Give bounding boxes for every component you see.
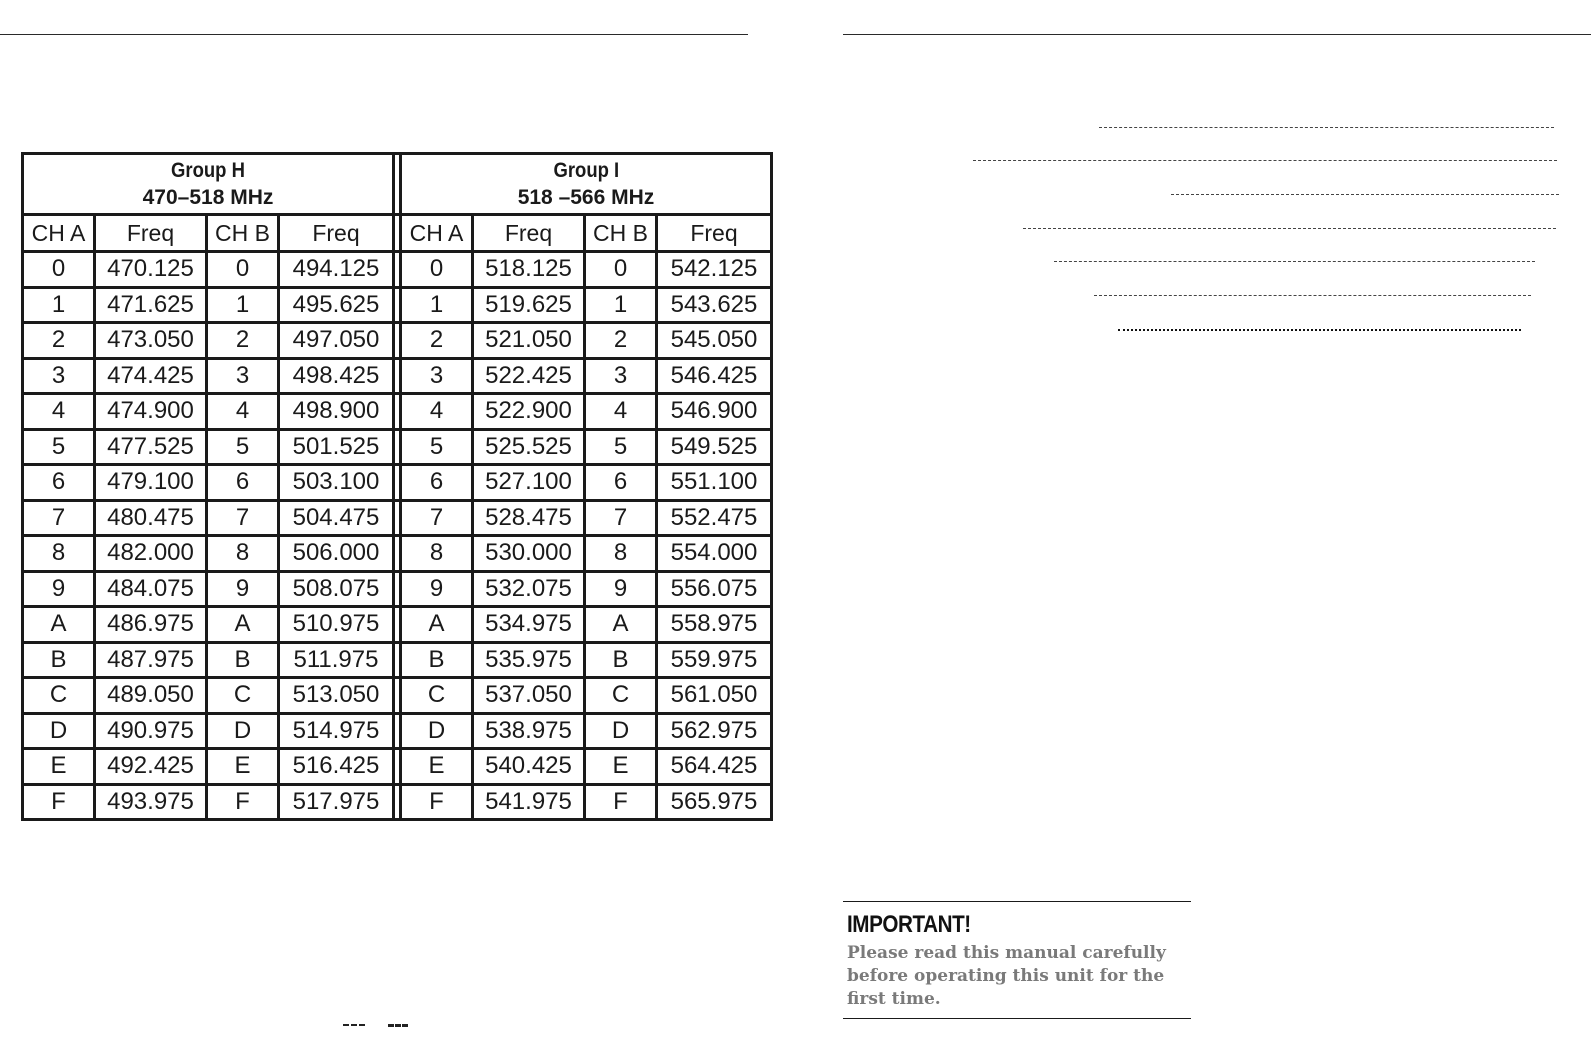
group-divider [394,287,401,323]
column-header: CH B [207,215,279,252]
group-divider [394,154,401,215]
group-divider [394,500,401,536]
group-divider [394,607,401,643]
channel-cell: E [23,749,95,785]
frequency-cell: 474.425 [95,358,207,394]
frequency-cell: 471.625 [95,287,207,323]
group-header-row [23,154,772,215]
channel-cell: E [207,749,279,785]
frequency-cell: 552.475 [657,500,772,536]
group-h-name: Group H [171,159,245,182]
group-h-range: 470–518 MHz [142,186,274,209]
frequency-cell: 482.000 [95,536,207,572]
frequency-cell: 532.075 [473,571,585,607]
channel-cell: A [23,607,95,643]
column-header: Freq [279,215,394,252]
channel-cell: B [207,642,279,678]
channel-cell: C [23,678,95,714]
table-row [23,607,772,643]
channel-cell: A [401,607,473,643]
channel-cell: 9 [23,571,95,607]
channel-cell: C [207,678,279,714]
footer-mark [343,1024,365,1026]
frequency-cell: 484.075 [95,571,207,607]
frequency-cell: 558.975 [657,607,772,643]
frequency-cell: 541.975 [473,784,585,820]
group-divider [394,784,401,820]
leader-line [1054,261,1535,262]
frequency-cell: 501.525 [279,429,394,465]
frequency-cell: 498.900 [279,394,394,430]
channel-cell: E [585,749,657,785]
frequency-cell: 518.125 [473,252,585,288]
group-divider [394,252,401,288]
group-divider [394,394,401,430]
table-row [23,429,772,465]
frequency-cell: 508.075 [279,571,394,607]
frequency-cell: 495.625 [279,287,394,323]
top-right-rule [843,34,1591,35]
channel-cell: 9 [401,571,473,607]
frequency-cell: 565.975 [657,784,772,820]
group-divider [394,215,401,252]
frequency-cell: 554.000 [657,536,772,572]
table-row [23,678,772,714]
column-header: Freq [657,215,772,252]
table-row [23,713,772,749]
important-top-rule [843,901,1191,902]
frequency-cell: 564.425 [657,749,772,785]
table-row [23,323,772,359]
leader-line [1094,295,1531,296]
frequency-cell: 498.425 [279,358,394,394]
channel-cell: C [401,678,473,714]
channel-cell: 6 [207,465,279,501]
channel-cell: D [23,713,95,749]
frequency-cell: 551.100 [657,465,772,501]
frequency-cell: 528.475 [473,500,585,536]
channel-cell: 4 [23,394,95,430]
frequency-cell: 530.000 [473,536,585,572]
column-header: CH A [23,215,95,252]
channel-cell: 3 [207,358,279,394]
channel-cell: 5 [23,429,95,465]
frequency-cell: 506.000 [279,536,394,572]
group-i-name: Group I [553,159,619,182]
frequency-cell: 521.050 [473,323,585,359]
group-divider [394,323,401,359]
table-row [23,500,772,536]
frequency-cell: 470.125 [95,252,207,288]
top-left-rule [0,34,748,35]
channel-cell: 8 [23,536,95,572]
frequency-cell: 538.975 [473,713,585,749]
frequency-cell: 556.075 [657,571,772,607]
group-divider [394,642,401,678]
channel-cell: 2 [401,323,473,359]
channel-cell: F [23,784,95,820]
channel-cell: 0 [401,252,473,288]
frequency-table [21,152,773,821]
table-row [23,784,772,820]
frequency-cell: 479.100 [95,465,207,501]
channel-cell: 7 [23,500,95,536]
frequency-table-body [23,252,772,820]
channel-cell: F [585,784,657,820]
frequency-cell: 519.625 [473,287,585,323]
frequency-cell: 494.125 [279,252,394,288]
channel-cell: 7 [207,500,279,536]
frequency-cell: 511.975 [279,642,394,678]
frequency-cell: 545.050 [657,323,772,359]
group-divider [394,713,401,749]
frequency-cell: 504.475 [279,500,394,536]
group-i-range: 518 –566 MHz [517,186,655,209]
channel-cell: 1 [585,287,657,323]
frequency-cell: 510.975 [279,607,394,643]
frequency-cell: 546.900 [657,394,772,430]
frequency-cell: 516.425 [279,749,394,785]
channel-cell: D [207,713,279,749]
leader-line [1099,127,1554,128]
table-row [23,358,772,394]
frequency-cell: 522.900 [473,394,585,430]
table-row [23,465,772,501]
channel-cell: 8 [207,536,279,572]
channel-cell: D [585,713,657,749]
frequency-cell: 559.975 [657,642,772,678]
channel-cell: 7 [401,500,473,536]
channel-cell: 1 [401,287,473,323]
frequency-cell: 513.050 [279,678,394,714]
frequency-cell: 486.975 [95,607,207,643]
frequency-cell: 540.425 [473,749,585,785]
channel-cell: A [585,607,657,643]
column-header: CH B [585,215,657,252]
frequency-cell: 492.425 [95,749,207,785]
frequency-cell: 480.475 [95,500,207,536]
group-divider [394,749,401,785]
table-row [23,252,772,288]
channel-cell: 2 [207,323,279,359]
channel-cell: 1 [207,287,279,323]
column-header: CH A [401,215,473,252]
channel-cell: D [401,713,473,749]
channel-cell: E [401,749,473,785]
channel-cell: 5 [401,429,473,465]
leader-line [1171,194,1559,195]
channel-cell: 3 [23,358,95,394]
leader-line [973,160,1557,161]
channel-cell: 3 [401,358,473,394]
frequency-cell: 562.975 [657,713,772,749]
channel-cell: 3 [585,358,657,394]
channel-cell: 4 [401,394,473,430]
column-header-row [23,215,772,252]
channel-cell: B [23,642,95,678]
group-divider [394,465,401,501]
frequency-cell: 543.625 [657,287,772,323]
leader-line [1118,329,1521,331]
channel-cell: 5 [207,429,279,465]
group-i-header [401,154,772,215]
frequency-cell: 474.900 [95,394,207,430]
table-row [23,749,772,785]
channel-cell: 2 [585,323,657,359]
frequency-cell: 477.525 [95,429,207,465]
channel-cell: F [401,784,473,820]
frequency-cell: 525.525 [473,429,585,465]
frequency-cell: 561.050 [657,678,772,714]
frequency-cell: 534.975 [473,607,585,643]
important-body: Please read this manual carefully before operating this unit for the first time. [847,943,1166,1009]
channel-cell: 1 [23,287,95,323]
table-row [23,571,772,607]
channel-cell: 0 [585,252,657,288]
table-row [23,287,772,323]
frequency-cell: 542.125 [657,252,772,288]
frequency-cell: 487.975 [95,642,207,678]
group-divider [394,429,401,465]
frequency-cell: 517.975 [279,784,394,820]
frequency-cell: 535.975 [473,642,585,678]
table-row [23,536,772,572]
channel-cell: A [207,607,279,643]
channel-cell: 9 [207,571,279,607]
frequency-cell: 493.975 [95,784,207,820]
frequency-cell: 537.050 [473,678,585,714]
column-header: Freq [473,215,585,252]
group-h-header [23,154,394,215]
frequency-cell: 549.525 [657,429,772,465]
footer-mark [388,1024,408,1027]
channel-cell: 0 [207,252,279,288]
frequency-cell: 489.050 [95,678,207,714]
important-title: IMPORTANT! [847,911,971,938]
frequency-cell: 497.050 [279,323,394,359]
channel-cell: 9 [585,571,657,607]
channel-cell: 4 [207,394,279,430]
leader-line [1023,228,1556,229]
frequency-cell: 527.100 [473,465,585,501]
group-divider [394,571,401,607]
frequency-cell: 546.425 [657,358,772,394]
channel-cell: 6 [585,465,657,501]
frequency-table-container [21,152,773,821]
group-divider [394,536,401,572]
channel-cell: B [585,642,657,678]
channel-cell: 8 [585,536,657,572]
channel-cell: C [585,678,657,714]
channel-cell: 4 [585,394,657,430]
frequency-cell: 473.050 [95,323,207,359]
group-divider [394,678,401,714]
channel-cell: 2 [23,323,95,359]
channel-cell: 6 [401,465,473,501]
frequency-cell: 522.425 [473,358,585,394]
column-header: Freq [95,215,207,252]
group-divider [394,358,401,394]
channel-cell: 8 [401,536,473,572]
table-row [23,394,772,430]
channel-cell: B [401,642,473,678]
channel-cell: 0 [23,252,95,288]
channel-cell: 6 [23,465,95,501]
frequency-cell: 490.975 [95,713,207,749]
frequency-cell: 503.100 [279,465,394,501]
channel-cell: F [207,784,279,820]
important-bottom-rule [843,1018,1191,1019]
table-row [23,642,772,678]
frequency-cell: 514.975 [279,713,394,749]
channel-cell: 5 [585,429,657,465]
channel-cell: 7 [585,500,657,536]
